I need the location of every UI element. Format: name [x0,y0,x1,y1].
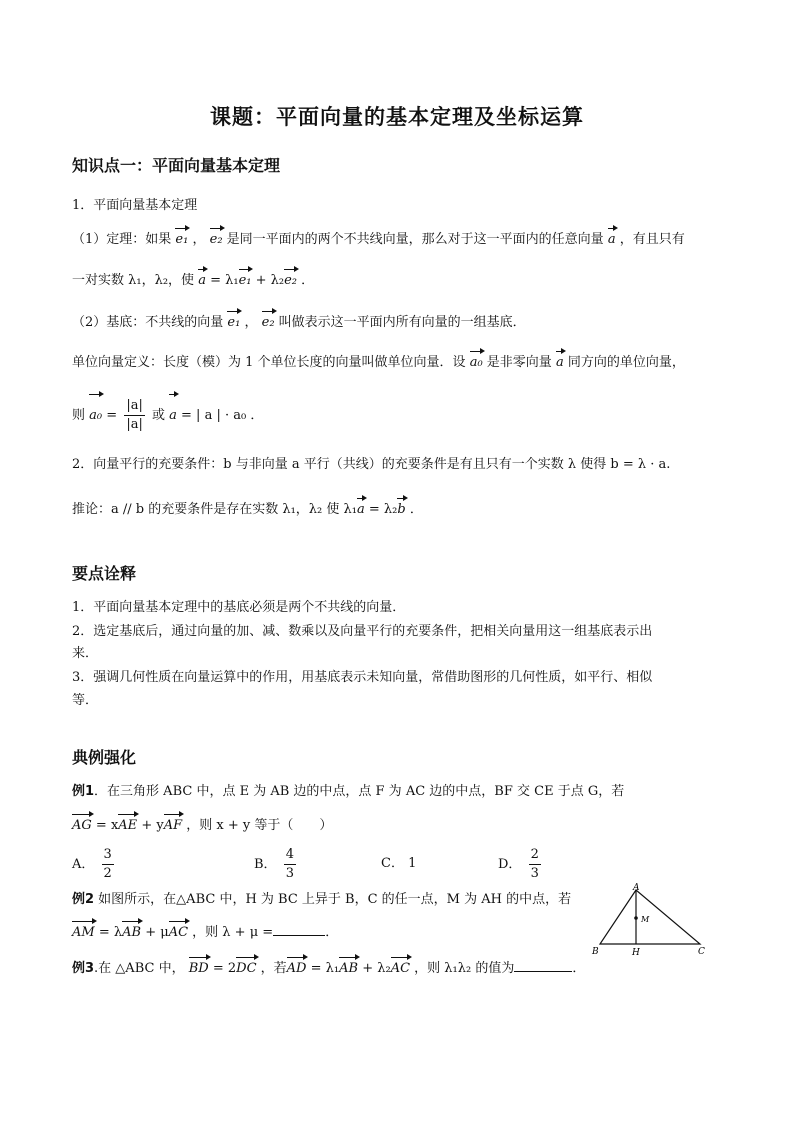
fraction: $\frac{|a|}{|a|}$ [126,398,143,432]
text-line: 1．平面向量基本定理 [72,198,198,213]
label-b: B [592,947,599,957]
label-m: M [641,915,650,924]
note-item-cont: 来． [72,646,99,661]
section-heading-theorem: 知识点一：平面向量基本定理 [72,156,281,175]
note-item: 1．平面向量基本定理中的基底必须是两个不共线的向量． [72,600,406,615]
note-item-cont: 等． [72,693,99,708]
vector-a: a [608,227,616,250]
vector-e2: e₂ [210,227,223,250]
page-title: 课题：平面向量的基本定理及坐标运算 [210,105,584,129]
section-heading-notes: 要点诠释 [72,564,137,583]
option-c[interactable]: C． 1 [381,856,417,871]
vector-AB: AB [339,956,358,979]
vector-e2: e₂ [262,310,275,333]
option-b[interactable]: B． $\frac{4}{3}$ [254,847,294,881]
vector-a: a [357,497,365,520]
label-a: A [633,883,640,893]
label-h: H [632,948,640,958]
triangle-figure [590,882,710,962]
vector-AF: AF [164,813,182,836]
vector-AC: AC [391,956,410,979]
section-heading-examples: 典例强化 [72,748,137,767]
note-item: 3．强调几何性质在向量运算中的作用，用基底表示未知向量，常借助图形的几何性质，如平行、相似 [72,670,653,685]
note-item: 2．选定基底后，通过向量的加、减、数乘以及向量平行的充要条件，把相关向量用这一组基底表示出 [72,624,653,639]
definition-line-2: 一对实数 λ₁，λ₂，使 a = λ₁e₁ + λ₂e₂ ． [72,268,724,291]
vector-a: a [556,350,564,373]
example-3: 例3.在 △ABC 中， BD = 2DC ，若AD = λ₁AB + λ₂AC ，则 λ₁λ₂ 的值为 ． [72,956,602,979]
corollary-line: 推论：a // b 的充要条件是存在实数 λ₁，λ₂ 使 λ₁a = λ₂b ． [72,497,724,520]
vector-e2: e₂ [284,268,297,291]
vector-BD: BD [189,956,209,979]
vector-AB: AB [122,920,141,943]
answer-blank[interactable] [514,957,572,972]
parallel-condition-line: 2．向量平行的充要条件：b 与非向量 a 平行（共线）的充要条件是有且只有一个实数 λ 使得 b = λ · a. [72,457,671,472]
option-d[interactable]: D． $\frac{2}{3}$ [498,847,539,881]
definition-line: （1）定理：如果 e₁ ， e₂ 是同一平面内的两个不共线向量，那么对于这一平面内的任意向量 a ，有且只有 [72,227,724,250]
vector-a: a [198,268,206,291]
vector-DC: DC [236,956,256,979]
vector-a0: a₀ [89,393,102,436]
example-1-stem: 例1．在三角形 ABC 中，点 E 为 AB 边的中点，点 F 为 AC 边的中点，BF 交 CE 于点 G，若 [72,784,625,799]
vector-AM: AM [72,920,95,943]
example-2-stem: 例2 如图所示，在△ABC 中，H 为 BC 上异于 B，C 的任一点，M 为 AH 的中点，若 [72,892,572,907]
label-c: C [698,947,705,957]
vector-AG: AG [72,813,92,836]
vector-a: a [169,393,177,436]
example-2-equation: AM = λAB + μAC ，则 λ + μ = ． [72,920,582,943]
vector-e1: e₁ [175,227,188,250]
unit-vector-line: 单位向量定义：长度（模）为 1 个单位长度的向量叫做单位向量．设 a₀ 是非零向量 a 同方向的单位向量， [72,350,724,373]
example-1-equation: AG = xAE + yAF ，则 x + y 等于（ ） [72,813,724,836]
vector-AD: AD [287,956,307,979]
triangle-abc [600,890,700,944]
vector-b: b [397,497,405,520]
vector-AE: AE [118,813,137,836]
answer-blank[interactable] [273,921,325,936]
vector-a0: a₀ [470,350,483,373]
vector-e1: e₁ [227,310,240,333]
unit-vector-formula: 则 a₀ = $\frac{|a|}{|a|}$ 或 a = | a | · a₀ ． [72,393,724,436]
point-m [634,916,638,920]
option-a[interactable]: A． $\frac{3}{2}$ [72,847,112,881]
vector-e1: e₁ [239,268,252,291]
vector-AC: AC [169,920,188,943]
basis-line: （2）基底：不共线的向量 e₁ ， e₂ 叫做表示这一平面内所有向量的一组基底． [72,310,724,333]
